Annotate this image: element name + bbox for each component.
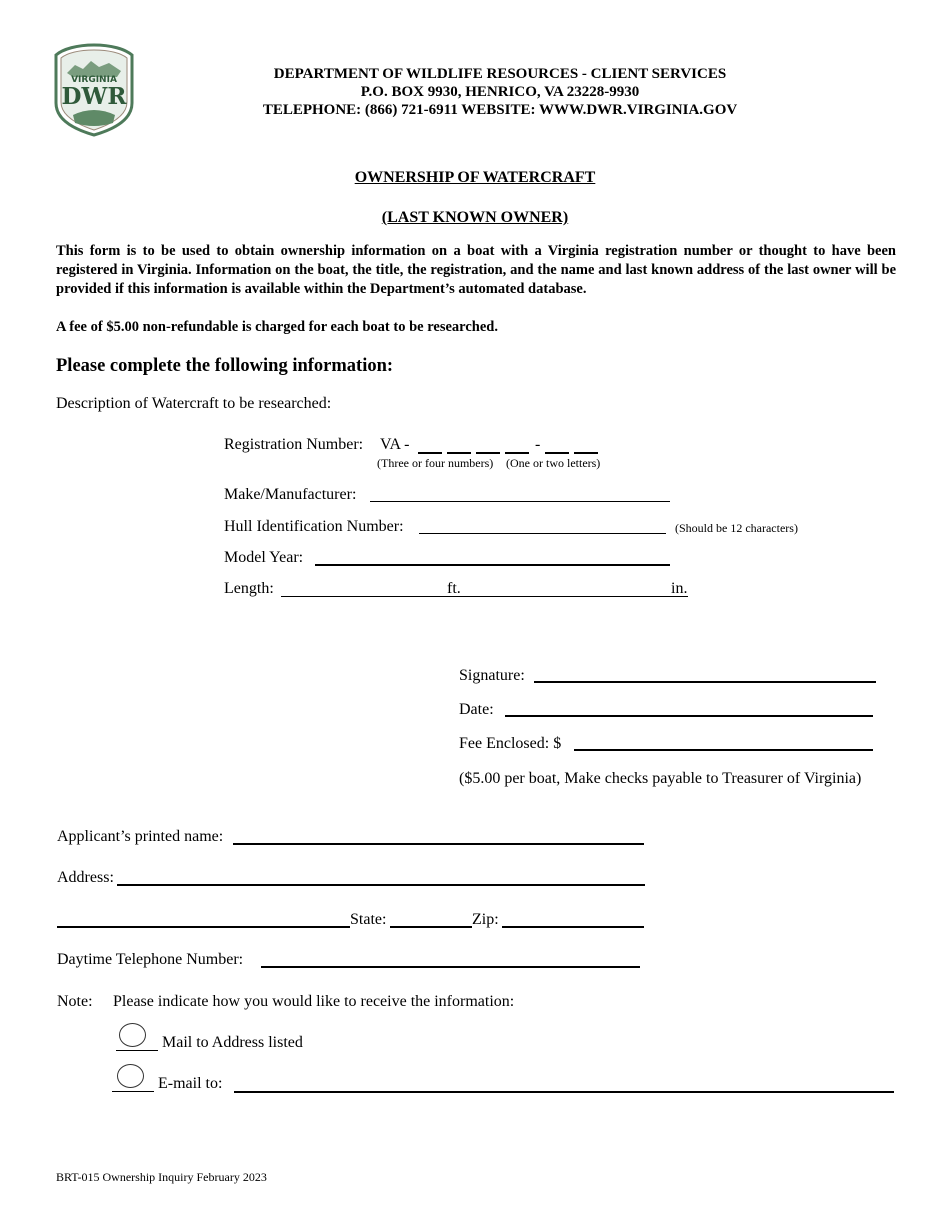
fee-note: A fee of $5.00 non-refundable is charged for each boat to be researched. <box>56 319 498 335</box>
fee-enclosed-field[interactable] <box>574 749 873 751</box>
date-label: Date: <box>459 701 494 718</box>
registration-prefix: VA - <box>380 436 410 453</box>
signature-label: Signature: <box>459 667 525 684</box>
header-line-3: TELEPHONE: (866) 721-6911 WEBSITE: WWW.DWR.VIRGINIA.GOV <box>262 102 738 118</box>
reg-letter-2[interactable] <box>574 452 598 454</box>
phone-label: Daytime Telephone Number: <box>57 951 244 968</box>
form-title: OWNERSHIP OF WATERCRAFT <box>354 169 596 186</box>
model-year-label: Model Year: <box>224 549 304 566</box>
logo-top-text: VIRGINIA <box>71 75 117 85</box>
hull-label: Hull Identification Number: <box>224 518 404 535</box>
length-in-unit: in. <box>671 580 688 597</box>
registration-dash: - <box>535 436 541 453</box>
intro-paragraph: This form is to be used to obtain ownership information on a boat with a Virginia registration number or thought to have been registered in Virginia. Information on the boat, the title, the registration, and the name and last known address of the last owner will be provided if this information is available within the Department’s automated database. <box>56 243 896 297</box>
email-option-underline <box>112 1091 154 1092</box>
reg-digit-2[interactable] <box>447 452 471 454</box>
mail-option-underline <box>116 1050 158 1051</box>
note-text: Please indicate how you would like to receive the information: <box>113 993 515 1010</box>
email-option-label: E-mail to: <box>158 1075 223 1092</box>
fee-enclosed-label: Fee Enclosed: $ <box>459 735 562 752</box>
length-ft-unit: ft. <box>447 580 461 597</box>
reg-digit-4[interactable] <box>505 452 529 454</box>
mail-option-label: Mail to Address listed <box>162 1034 303 1051</box>
make-field[interactable] <box>370 501 670 502</box>
email-option-radio[interactable] <box>117 1064 144 1088</box>
logo-main-text: DWR <box>61 83 127 110</box>
header-line-1: DEPARTMENT OF WILDLIFE RESOURCES - CLIENT SERVICES <box>273 66 727 82</box>
reg-digit-3[interactable] <box>476 452 500 454</box>
registration-label: Registration Number: <box>224 436 364 453</box>
header-line-2: P.O. BOX 9930, HENRICO, VA 23228-9930 <box>360 84 640 100</box>
reg-letter-1[interactable] <box>545 452 569 454</box>
section-heading: Please complete the following information: <box>56 356 394 376</box>
applicant-name-field[interactable] <box>233 843 644 845</box>
length-feet-field[interactable] <box>281 596 688 597</box>
form-subtitle: (LAST KNOWN OWNER) <box>381 209 569 226</box>
fee-hint: ($5.00 per boat, Make checks payable to Treasurer of Virginia) <box>459 770 862 787</box>
state-field[interactable] <box>390 926 472 928</box>
footer-form-id: BRT-015 Ownership Inquiry February 2023 <box>56 1170 267 1184</box>
registration-hint-letters: (One or two letters) <box>506 456 601 470</box>
signature-field[interactable] <box>534 681 876 683</box>
address-label: Address: <box>57 869 114 886</box>
zip-label: Zip: <box>472 911 499 928</box>
phone-field[interactable] <box>261 966 640 968</box>
reg-digit-1[interactable] <box>418 452 442 454</box>
registration-hint-numbers: (Three or four numbers) <box>377 456 494 470</box>
make-label: Make/Manufacturer: <box>224 486 357 503</box>
note-label: Note: <box>57 993 93 1010</box>
hull-field[interactable] <box>419 533 666 534</box>
hull-hint: (Should be 12 characters) <box>675 521 798 535</box>
state-label: State: <box>350 911 387 928</box>
zip-field[interactable] <box>502 926 644 928</box>
city-field[interactable] <box>57 926 350 928</box>
address-field[interactable] <box>117 884 645 886</box>
description-label: Description of Watercraft to be researched: <box>56 395 332 412</box>
model-year-field[interactable] <box>315 564 670 566</box>
email-field[interactable] <box>234 1091 894 1093</box>
mail-option-radio[interactable] <box>119 1023 146 1047</box>
applicant-name-label: Applicant’s printed name: <box>57 828 224 845</box>
length-label: Length: <box>224 580 274 597</box>
date-field[interactable] <box>505 715 873 717</box>
